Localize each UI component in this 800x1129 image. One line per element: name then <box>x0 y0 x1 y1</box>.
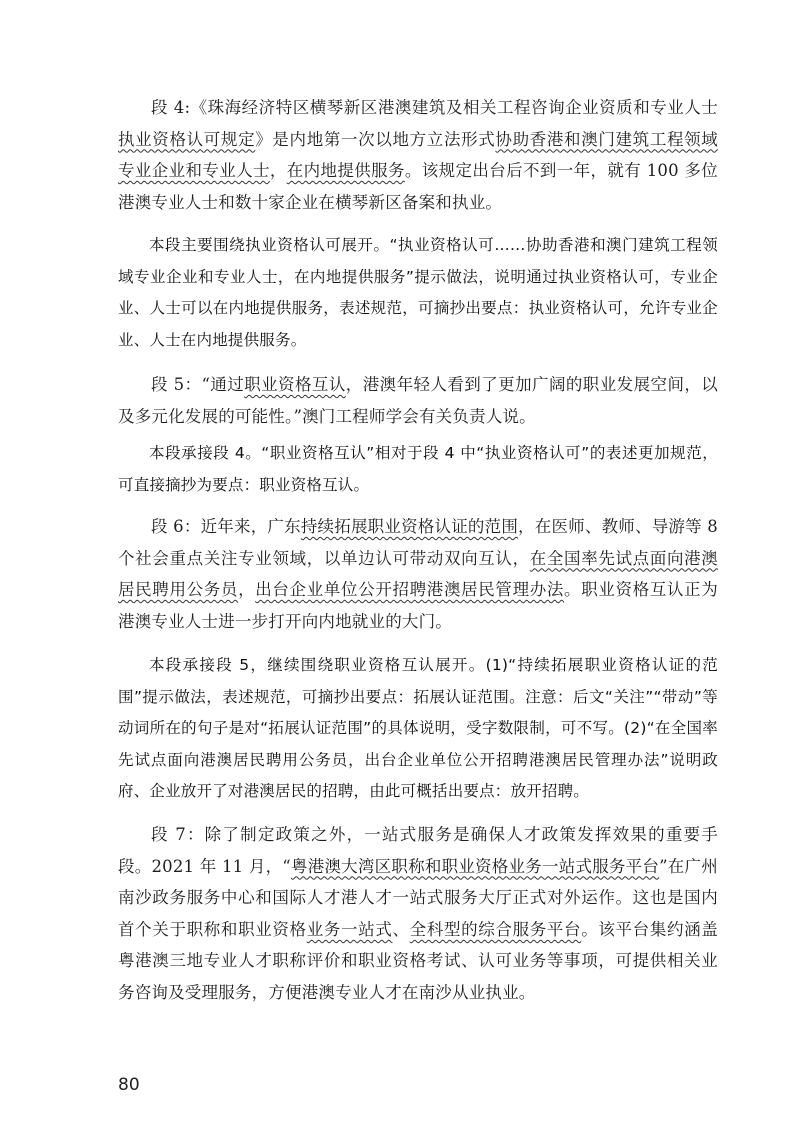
text-run: 本段承接段 4。“职业资格互认”相对于段 4 中“执业资格认可”的表述更加规范，可直接摘抄为要点：职业资格互认。 <box>118 444 718 494</box>
text-run: 。该平台集约涵盖粤港澳三地专业人才职称评价和职业资格考试、认可业务等事项，可提供相关业务咨询及受理服务，方便港澳专业人才在南沙从业执业。 <box>118 919 719 1002</box>
text-run: 、 <box>392 919 410 939</box>
analysis-seg5 <box>118 438 718 501</box>
text-run: 。职业资格互认正为港澳专业人士进一步打开向内地就业的大门。 <box>118 580 718 631</box>
paragraph-seg4 <box>118 92 718 218</box>
paragraph-seg7 <box>118 819 718 1009</box>
paragraph-seg6 <box>118 511 718 637</box>
underlined-phrase: 全科型的综合服务平台 <box>409 919 582 939</box>
underlined-phrase: 协助香港和澳门建筑工程领域专业企业和专业人士 <box>118 129 718 181</box>
text-run: 段 4:《珠海经济特区横琴新区港澳建筑及相关工程咨询企业资质和专业人士 <box>151 98 718 117</box>
paragraph-seg5 <box>118 369 718 432</box>
underlined-phrase: 出台企业单位公开招聘港澳居民管理办法 <box>255 580 565 600</box>
text-run: 段 5：“通过 <box>151 375 245 394</box>
page-number: 80 <box>118 1075 140 1095</box>
text-run: 段 7：除了制定政策之外，一站式服务是确保人才政策发挥效果的重要手段。2021 年 11 月，“ <box>118 825 718 876</box>
text-run: ”在广州南沙政务服务中心和国际人才港人才一站式服务大厅正式对外运作。这也是国内首个关于职称和职业资格 <box>118 856 718 939</box>
underlined-phrase: 业务一站式 <box>306 919 393 939</box>
text-run: 本段主要围绕执业资格认可展开。“执业资格认可……协助香港和澳门建筑工程领域专业企业和专业人士，在内地提供服务”提示做法，说明通过执业资格认可，专业企业、人士可以在内地提供服务，表述规范，可摘抄出要点：执业资格认可，允许专业企业、人士在内地提供服务。 <box>118 236 718 349</box>
text-run: 。该规定出台后不到一年，就有 100 多位港澳专业人士和数十家企业在横琴新区备案和执业。 <box>118 161 718 212</box>
underlined-phrase: 职业资格互认 <box>244 375 346 394</box>
text-run: ，港澳年轻人看到了更加广阔的职业发展空间，以及多元化发展的可能性。”澳门工程师学会有关负责人说。 <box>118 375 719 426</box>
text-run: 》是内地第一次以地方立法形式 <box>255 129 496 149</box>
text-run: ， <box>269 161 287 181</box>
text-run: 段 6：近年来，广东 <box>151 517 301 536</box>
text-run: ，在医师、教师、导游等 8 个社会重点关注专业领域，以单边认可带动双向互认， <box>118 517 718 568</box>
analysis-seg4 <box>118 230 718 356</box>
underlined-phrase: 粤港澳大湾区职称和职业资格业务一站式服务平台 <box>290 856 660 876</box>
underlined-phrase: 持续拓展职业资格认证的范围 <box>300 517 519 536</box>
underlined-phrase: 执业资格认可规定 <box>118 129 256 149</box>
underlined-phrase: 在全国率先试点面向港澳居民聘用公务员 <box>118 548 718 600</box>
text-run: ， <box>238 580 256 600</box>
text-run: 本段承接段 5，继续围绕职业资格互认展开。(1)“持续拓展职业资格认证的范围”提示做法，表述规范，可摘抄出要点：拓展认证范围。注意：后文“关注”“带动”等动词所在的句子是对“拓展认证范围”的具体说明，受字数限制，可不写。(2)“在全国率先试点面向港澳居民聘用公务员，出台企业单位公开招聘港澳居民管理办法”说明政府、企业放开了对港澳居民的招聘，由此可概括出要点：放开招聘。 <box>118 656 718 801</box>
underlined-phrase: 在内地提供服务 <box>286 161 405 181</box>
analysis-seg6 <box>118 650 718 808</box>
